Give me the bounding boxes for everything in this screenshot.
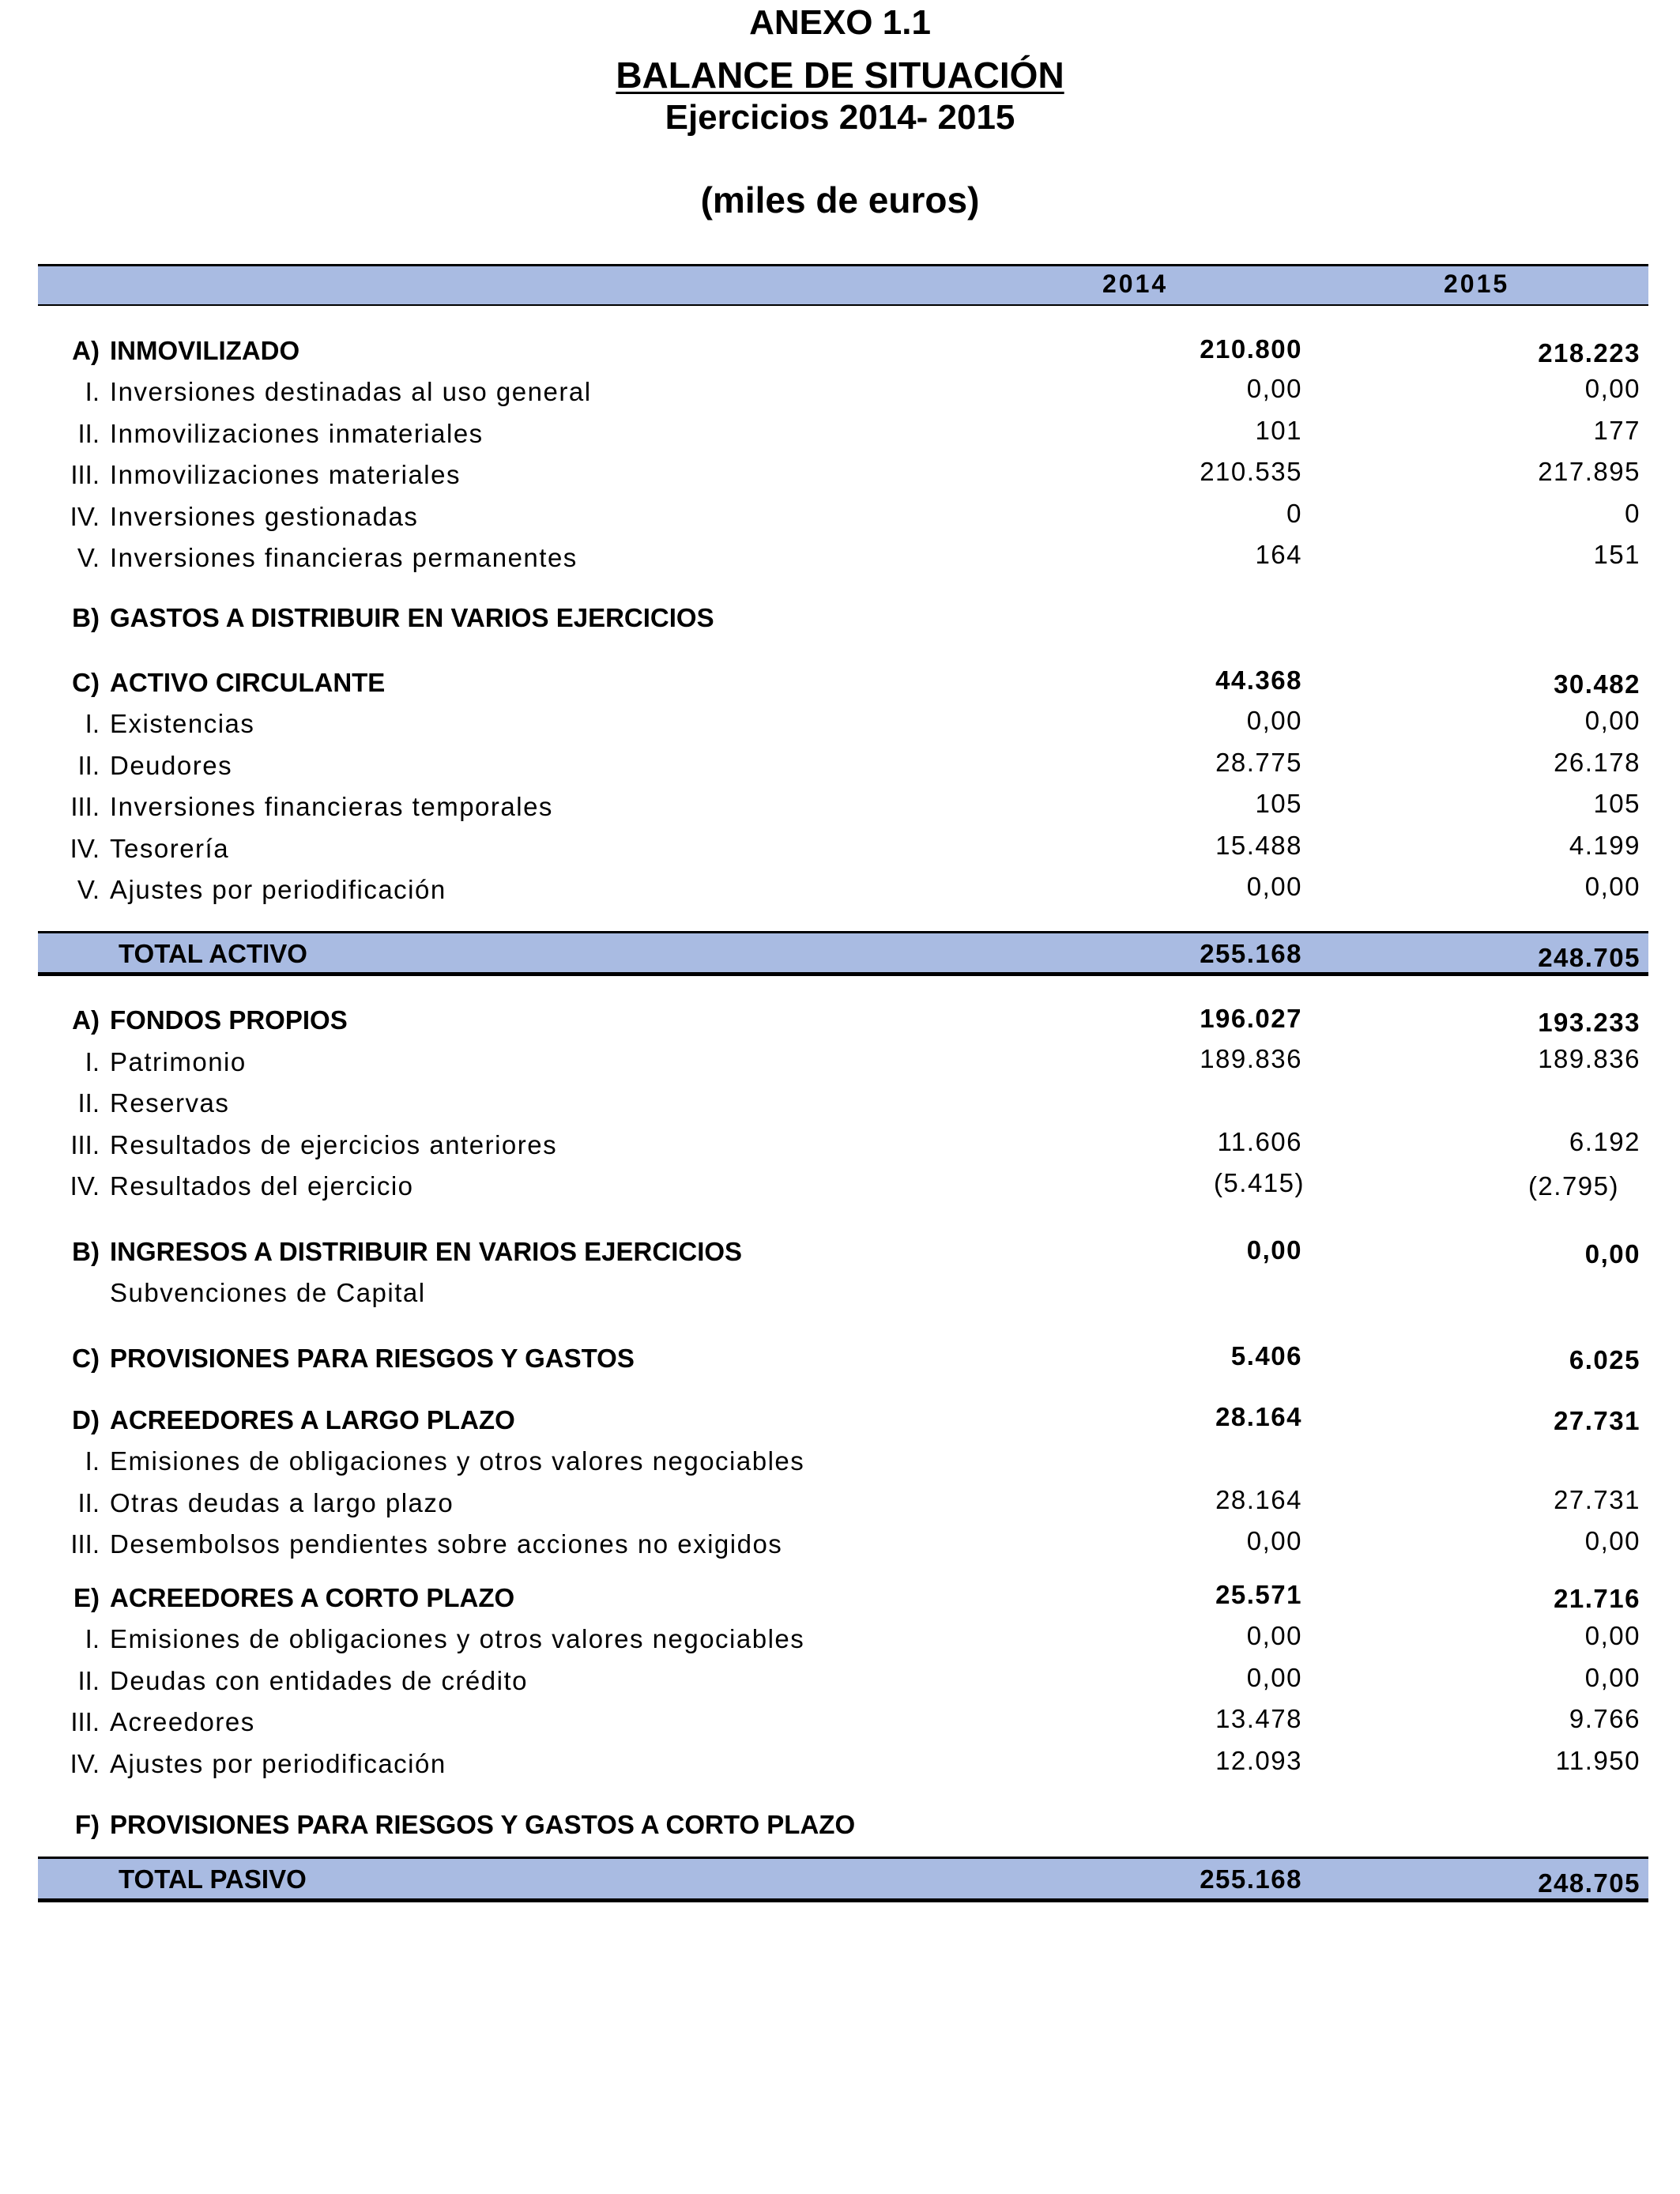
value-2015: 11.950 <box>1555 1746 1640 1775</box>
value-2014: 12.093 <box>1215 1746 1302 1775</box>
value-2014: 28.164 <box>1215 1402 1302 1431</box>
row-prefix: III. <box>70 1130 100 1159</box>
value-2015: 27.731 <box>1554 1485 1640 1514</box>
header-band <box>38 266 1648 304</box>
row-prefix: II. <box>77 1666 100 1695</box>
row-prefix: I. <box>85 377 100 406</box>
section-label: INMOVILIZADO <box>110 336 300 365</box>
row-prefix: A) <box>72 1005 100 1035</box>
value-2015: 4.199 <box>1569 831 1640 860</box>
total-label: TOTAL PASIVO <box>119 1864 307 1894</box>
section-label: FONDOS PROPIOS <box>110 1005 348 1035</box>
value-2014: 0,00 <box>1246 1621 1302 1650</box>
value-2015: 6.192 <box>1569 1127 1640 1156</box>
value-2015: 0,00 <box>1584 872 1640 901</box>
row-prefix: F) <box>74 1810 100 1839</box>
value-2014: 5.406 <box>1230 1341 1302 1370</box>
item-label: Ajustes por periodificación <box>110 1749 446 1778</box>
value-2015: 9.766 <box>1569 1704 1640 1733</box>
row-prefix: I. <box>85 1624 100 1653</box>
total-activo-bottom-rule <box>38 972 1648 976</box>
value-2014: 0,00 <box>1246 1663 1302 1692</box>
item-label: Ajustes por periodificación <box>110 875 446 904</box>
value-2014: 0,00 <box>1246 872 1302 901</box>
units-subtitle: (miles de euros) <box>700 179 980 221</box>
value-2014: 210.535 <box>1200 457 1302 486</box>
row-prefix: III. <box>70 1707 100 1736</box>
section-label: PROVISIONES PARA RIESGOS Y GASTOS <box>110 1344 635 1373</box>
row-prefix: III. <box>70 792 100 821</box>
value-2014: 28.164 <box>1215 1485 1302 1514</box>
row-prefix: V. <box>77 543 100 572</box>
row-prefix: II. <box>77 1488 100 1517</box>
row-prefix: II. <box>77 751 100 780</box>
value-2014: 101 <box>1255 416 1302 445</box>
value-2014: 11.606 <box>1217 1127 1302 1156</box>
value-2014: 25.571 <box>1215 1580 1302 1609</box>
value-2015: 27.731 <box>1554 1406 1640 1435</box>
value-2014: 0,00 <box>1246 706 1302 735</box>
section-label: ACTIVO CIRCULANTE <box>110 668 386 697</box>
value-2015: 21.716 <box>1554 1584 1640 1613</box>
value-2015: 248.705 <box>1538 943 1640 972</box>
row-prefix: I. <box>85 709 100 738</box>
item-label: Existencias <box>110 709 255 738</box>
row-prefix: C) <box>72 668 100 697</box>
total-pasivo-bottom-rule <box>38 1898 1648 1902</box>
value-2014: 15.488 <box>1215 831 1302 860</box>
value-2014: 255.168 <box>1200 939 1302 968</box>
value-2014: 44.368 <box>1215 665 1302 695</box>
value-2014: 0 <box>1286 499 1302 528</box>
row-prefix: IV. <box>70 502 100 531</box>
value-2015: 0,00 <box>1584 706 1640 735</box>
value-2015: 0,00 <box>1584 1526 1640 1555</box>
value-2015: 105 <box>1593 789 1640 818</box>
item-label: Subvenciones de Capital <box>110 1278 426 1307</box>
item-label: Deudores <box>110 751 233 780</box>
value-2015: 30.482 <box>1554 669 1640 699</box>
value-2015: 151 <box>1593 540 1640 569</box>
page-title: BALANCE DE SITUACIÓN <box>616 55 1064 96</box>
row-prefix: E) <box>73 1583 100 1612</box>
annex-title: ANEXO 1.1 <box>749 3 931 42</box>
value-2015: 217.895 <box>1538 457 1640 486</box>
row-prefix: II. <box>77 419 100 448</box>
value-2015: 189.836 <box>1538 1044 1640 1073</box>
item-label: Patrimonio <box>110 1047 247 1076</box>
row-prefix: A) <box>72 336 100 365</box>
item-label: Reservas <box>110 1088 230 1118</box>
value-2015: 0,00 <box>1584 1239 1640 1269</box>
value-2014: 189.836 <box>1200 1044 1302 1073</box>
value-2014: 105 <box>1255 789 1302 818</box>
value-2014: 196.027 <box>1200 1004 1302 1033</box>
section-label: ACREEDORES A LARGO PLAZO <box>110 1405 515 1434</box>
value-2015: 177 <box>1593 416 1640 445</box>
column-header-2015: 2015 <box>1444 270 1510 298</box>
value-2014: 13.478 <box>1215 1704 1302 1733</box>
item-label: Emisiones de obligaciones y otros valores negociables <box>110 1446 805 1476</box>
value-2015: 0,00 <box>1584 374 1640 403</box>
value-2014: 210.800 <box>1200 334 1302 364</box>
item-label: Desembolsos pendientes sobre acciones no exigidos <box>110 1529 783 1559</box>
value-2015: 193.233 <box>1538 1008 1640 1037</box>
item-label: Inversiones gestionadas <box>110 502 419 531</box>
row-prefix: II. <box>77 1088 100 1118</box>
value-2014: 164 <box>1255 540 1302 569</box>
value-2014: 0,00 <box>1246 1526 1302 1555</box>
column-header-2014: 2014 <box>1102 270 1169 298</box>
value-2015: 218.223 <box>1538 338 1640 368</box>
section-label: GASTOS A DISTRIBUIR EN VARIOS EJERCICIOS <box>110 603 714 632</box>
row-prefix: I. <box>85 1047 100 1076</box>
section-label: INGRESOS A DISTRIBUIR EN VARIOS EJERCICIOS <box>110 1237 743 1266</box>
item-label: Inmovilizaciones materiales <box>110 460 461 489</box>
value-2014: 0,00 <box>1246 1235 1302 1265</box>
value-2014: 28.775 <box>1215 748 1302 777</box>
item-label: Inversiones financieras permanentes <box>110 543 578 572</box>
section-label: ACREEDORES A CORTO PLAZO <box>110 1583 515 1612</box>
value-2015: 0,00 <box>1584 1621 1640 1650</box>
value-2014: 0,00 <box>1246 374 1302 403</box>
value-2015: 0,00 <box>1584 1663 1640 1692</box>
item-label: Inversiones financieras temporales <box>110 792 553 821</box>
row-prefix: C) <box>72 1344 100 1373</box>
item-label: Emisiones de obligaciones y otros valores negociables <box>110 1624 805 1653</box>
row-prefix: B) <box>72 1237 100 1266</box>
period-subtitle: Ejercicios 2014- 2015 <box>665 98 1015 137</box>
item-label: Deudas con entidades de crédito <box>110 1666 528 1695</box>
row-prefix: IV. <box>70 1749 100 1778</box>
value-2015: 0 <box>1625 499 1640 528</box>
item-label: Inversiones destinadas al uso general <box>110 377 592 406</box>
row-prefix: I. <box>85 1446 100 1476</box>
value-2014: 255.168 <box>1200 1864 1302 1894</box>
header-bottom-rule <box>38 304 1648 306</box>
value-2015: 26.178 <box>1554 748 1640 777</box>
row-prefix: III. <box>70 1529 100 1559</box>
row-prefix: III. <box>70 460 100 489</box>
section-label: PROVISIONES PARA RIESGOS Y GASTOS A CORTO PLAZO <box>110 1810 856 1839</box>
item-label: Resultados del ejercicio <box>110 1171 414 1201</box>
item-label: Inmovilizaciones inmateriales <box>110 419 484 448</box>
total-label: TOTAL ACTIVO <box>119 939 307 968</box>
row-prefix: B) <box>72 603 100 632</box>
row-prefix: V. <box>77 875 100 904</box>
row-prefix: IV. <box>70 834 100 863</box>
item-label: Acreedores <box>110 1707 255 1736</box>
item-label: Tesorería <box>110 834 230 863</box>
row-prefix: D) <box>72 1405 100 1434</box>
row-prefix: IV. <box>70 1171 100 1201</box>
value-2015: 248.705 <box>1538 1868 1640 1898</box>
item-label: Resultados de ejercicios anteriores <box>110 1130 558 1159</box>
item-label: Otras deudas a largo plazo <box>110 1488 454 1517</box>
value-2015: 6.025 <box>1569 1345 1640 1374</box>
value-2014: (5.415) <box>1213 1168 1305 1197</box>
value-2015: (2.795) <box>1527 1171 1619 1201</box>
